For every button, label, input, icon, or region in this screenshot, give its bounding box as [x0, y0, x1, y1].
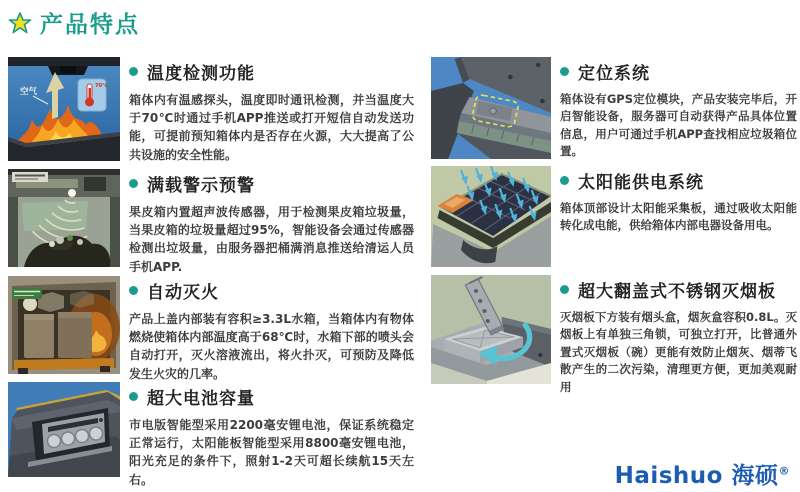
product-label	[12, 288, 42, 299]
feature-title: 自动灭火	[129, 278, 414, 303]
right-feature-column	[431, 57, 797, 394]
fire-interior-image	[8, 276, 120, 374]
thermometer-icon	[78, 79, 108, 111]
feature-title: 满载警示预警	[129, 171, 414, 196]
page-header	[8, 6, 140, 39]
temp-label: 70℃	[95, 83, 109, 89]
feature-ash-plate	[431, 275, 797, 394]
feature-body: 箱体内有温感探头，温度即时通讯检测，并当温度大于70℃时通过手机APP推送或打开短信自动发送功能，可提前预知箱体内是否存在火源，大大提高了公共设施的安全性能。	[129, 93, 414, 162]
brand-logo	[615, 457, 790, 490]
air-label: 空气	[20, 87, 38, 97]
left-feature-column	[8, 57, 414, 487]
feature-temperature-detection	[8, 57, 414, 169]
temperature-fire-image	[8, 57, 120, 161]
bullet-dot-icon	[560, 176, 569, 185]
feature-body: 果皮箱内置超声波传感器，用于检测果皮箱垃圾量，当果皮箱的垃圾量超过95%，智能设备会通过传感器检测出垃圾量，由服务器把桶满消息推送给清运人员手机APP.	[129, 205, 414, 274]
registered-mark: ®	[778, 464, 790, 478]
feature-title: 超大电池容量	[129, 384, 414, 409]
sensor-dot-icon	[68, 189, 76, 197]
ash-plate-image	[431, 275, 551, 384]
brand-name-zh: 海硕	[731, 463, 779, 489]
bullet-dot-icon	[560, 67, 569, 76]
feature-gps-positioning	[431, 57, 797, 166]
bullet-dot-icon	[129, 392, 138, 401]
brand-name-en: Haishuo	[614, 463, 723, 489]
feature-title: 温度检测功能	[129, 59, 414, 84]
feature-full-load-warning	[8, 169, 414, 276]
feature-title: 定位系统	[560, 59, 797, 84]
bullet-dot-icon	[129, 179, 138, 188]
page-title: 产品特点	[40, 12, 140, 38]
star-icon	[8, 11, 32, 35]
feature-body: 箱体设有GPS定位模块，产品安装完毕后，开启智能设备，服务器可自动获得产品具体位置信息，用户可通过手机APP查找相应垃圾箱位置。	[560, 92, 797, 159]
product-label	[12, 172, 48, 182]
feature-body: 灭烟板下方装有烟头盒，烟灰盒容积0.8L。灭烟板上有单独三角锁，可独立打开，比普通外置式灭烟板（碗）更能有效防止烟灰、烟蒂飞散产生的二次污染，清理更方便，更加美观耐用	[560, 310, 797, 394]
feature-auto-extinguish	[8, 276, 414, 382]
feature-battery-capacity	[8, 382, 414, 487]
feature-body: 市电版智能型采用2200毫安锂电池，保证系统稳定正常运行，太阳能板智能型采用8800毫安锂电池，阳光充足的条件下，照射1-2天可超长续航15天左右。	[129, 418, 414, 487]
bullet-dot-icon	[129, 67, 138, 76]
feature-title: 太阳能供电系统	[560, 168, 797, 193]
gps-module-image	[431, 57, 551, 159]
feature-body: 产品上盖内部装有容积≥3.3L水箱，当箱体内有物体燃烧使箱体内部温度高于68℃时，水箱下部的喷头会自动打开，灭火溶液流出，将火扑灭，可预防及降低发生火灾的几率。	[129, 312, 414, 381]
feature-title: 超大翻盖式不锈钢灭烟板	[560, 277, 797, 302]
bullet-dot-icon	[560, 285, 569, 294]
ultrasonic-sensor-image	[8, 169, 120, 267]
feature-body: 箱体顶部设计太阳能采集板，通过吸收太阳能转化成电能，供给箱体内部电器设备用电。	[560, 201, 797, 233]
bullet-dot-icon	[129, 286, 138, 295]
battery-compartment-image	[8, 382, 120, 477]
feature-solar-power	[431, 166, 797, 275]
solar-panel-image	[431, 166, 551, 267]
